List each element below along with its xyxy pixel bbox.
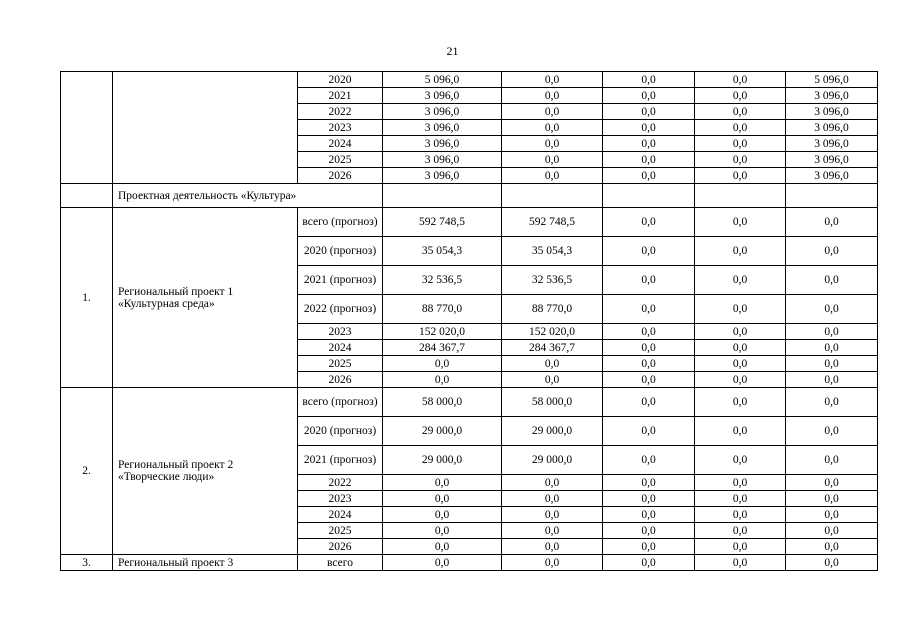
budget-table bbox=[60, 71, 878, 571]
value-cell: 0,0 bbox=[695, 208, 786, 237]
value-cell: 0,0 bbox=[786, 539, 878, 555]
year-cell: всего (прогноз) bbox=[298, 208, 383, 237]
value-cell: 0,0 bbox=[383, 356, 502, 372]
project-number: 2. bbox=[61, 388, 113, 555]
page-number: 21 bbox=[446, 44, 459, 58]
value-cell: 0,0 bbox=[502, 555, 603, 571]
year-cell: 2026 bbox=[298, 372, 383, 388]
value-cell: 0,0 bbox=[502, 152, 603, 168]
value-cell: 0,0 bbox=[695, 417, 786, 446]
value-cell: 0,0 bbox=[603, 388, 695, 417]
value-cell: 58 000,0 bbox=[502, 388, 603, 417]
value-cell: 152 020,0 bbox=[383, 324, 502, 340]
year-cell: 2022 bbox=[298, 104, 383, 120]
value-cell: 0,0 bbox=[695, 523, 786, 539]
number-cell bbox=[61, 184, 113, 208]
value-cell: 0,0 bbox=[502, 356, 603, 372]
year-cell: 2020 bbox=[298, 72, 383, 88]
value-cell: 0,0 bbox=[502, 475, 603, 491]
table-body bbox=[61, 72, 878, 571]
year-cell: 2026 bbox=[298, 168, 383, 184]
year-cell: 2023 bbox=[298, 120, 383, 136]
value-cell: 0,0 bbox=[383, 372, 502, 388]
value-cell: 0,0 bbox=[383, 507, 502, 523]
value-cell: 0,0 bbox=[786, 295, 878, 324]
value-cell: 0,0 bbox=[786, 555, 878, 571]
value-cell: 0,0 bbox=[603, 491, 695, 507]
year-cell: 2025 bbox=[298, 356, 383, 372]
value-cell: 0,0 bbox=[603, 324, 695, 340]
year-cell: 2021 bbox=[298, 88, 383, 104]
value-cell: 0,0 bbox=[695, 152, 786, 168]
year-cell: 2026 bbox=[298, 539, 383, 555]
value-cell: 0,0 bbox=[786, 417, 878, 446]
value-cell: 3 096,0 bbox=[383, 168, 502, 184]
value-cell: 0,0 bbox=[695, 555, 786, 571]
value-cell: 0,0 bbox=[695, 104, 786, 120]
value-cell: 0,0 bbox=[502, 372, 603, 388]
value-cell: 3 096,0 bbox=[786, 152, 878, 168]
value-cell: 0,0 bbox=[603, 120, 695, 136]
value-cell: 3 096,0 bbox=[383, 136, 502, 152]
value-cell: 0,0 bbox=[383, 555, 502, 571]
project-number: 3. bbox=[61, 555, 113, 571]
value-cell: 0,0 bbox=[786, 237, 878, 266]
project-number: 1. bbox=[61, 208, 113, 388]
value-cell: 29 000,0 bbox=[383, 446, 502, 475]
section-title: Проектная деятельность «Культура» bbox=[113, 184, 383, 208]
value-cell: 0,0 bbox=[603, 523, 695, 539]
value-cell: 0,0 bbox=[603, 356, 695, 372]
value-cell: 0,0 bbox=[695, 372, 786, 388]
value-cell: 5 096,0 bbox=[383, 72, 502, 88]
year-cell: 2025 bbox=[298, 523, 383, 539]
year-cell: всего bbox=[298, 555, 383, 571]
value-cell: 3 096,0 bbox=[383, 88, 502, 104]
value-cell: 284 367,7 bbox=[502, 340, 603, 356]
year-cell: 2020 (прогноз) bbox=[298, 237, 383, 266]
empty-cell bbox=[603, 184, 695, 208]
value-cell: 0,0 bbox=[603, 446, 695, 475]
value-cell: 0,0 bbox=[502, 104, 603, 120]
value-cell: 88 770,0 bbox=[502, 295, 603, 324]
project-name: Региональный проект 3 bbox=[113, 555, 298, 571]
empty-cell bbox=[695, 184, 786, 208]
value-cell: 88 770,0 bbox=[383, 295, 502, 324]
value-cell: 0,0 bbox=[603, 104, 695, 120]
value-cell: 0,0 bbox=[383, 491, 502, 507]
value-cell: 3 096,0 bbox=[383, 120, 502, 136]
value-cell: 35 054,3 bbox=[383, 237, 502, 266]
table-row bbox=[61, 555, 878, 571]
project-name: Региональный проект 1 «Культурная среда» bbox=[113, 208, 298, 388]
value-cell: 0,0 bbox=[603, 88, 695, 104]
value-cell: 0,0 bbox=[786, 266, 878, 295]
number-cell bbox=[61, 72, 113, 184]
value-cell: 0,0 bbox=[695, 475, 786, 491]
value-cell: 3 096,0 bbox=[786, 88, 878, 104]
value-cell: 3 096,0 bbox=[786, 104, 878, 120]
value-cell: 152 020,0 bbox=[502, 324, 603, 340]
value-cell: 0,0 bbox=[695, 324, 786, 340]
value-cell: 0,0 bbox=[502, 168, 603, 184]
value-cell: 0,0 bbox=[603, 340, 695, 356]
year-cell: 2022 bbox=[298, 475, 383, 491]
value-cell: 284 367,7 bbox=[383, 340, 502, 356]
value-cell: 0,0 bbox=[695, 295, 786, 324]
year-cell: 2020 (прогноз) bbox=[298, 417, 383, 446]
value-cell: 0,0 bbox=[786, 356, 878, 372]
value-cell: 0,0 bbox=[603, 152, 695, 168]
value-cell: 0,0 bbox=[695, 388, 786, 417]
project-name: Региональный проект 2 «Творческие люди» bbox=[113, 388, 298, 555]
value-cell: 0,0 bbox=[502, 136, 603, 152]
value-cell: 592 748,5 bbox=[383, 208, 502, 237]
value-cell: 0,0 bbox=[695, 356, 786, 372]
value-cell: 0,0 bbox=[603, 555, 695, 571]
value-cell: 0,0 bbox=[695, 237, 786, 266]
value-cell: 58 000,0 bbox=[383, 388, 502, 417]
value-cell: 0,0 bbox=[695, 446, 786, 475]
value-cell: 0,0 bbox=[695, 491, 786, 507]
value-cell: 5 096,0 bbox=[786, 72, 878, 88]
value-cell: 0,0 bbox=[603, 475, 695, 491]
value-cell: 0,0 bbox=[695, 507, 786, 523]
table-row bbox=[61, 72, 878, 88]
value-cell: 29 000,0 bbox=[502, 446, 603, 475]
value-cell: 0,0 bbox=[603, 208, 695, 237]
value-cell: 3 096,0 bbox=[786, 168, 878, 184]
value-cell: 0,0 bbox=[502, 523, 603, 539]
value-cell: 0,0 bbox=[603, 168, 695, 184]
value-cell: 32 536,5 bbox=[383, 266, 502, 295]
empty-cell bbox=[786, 184, 878, 208]
value-cell: 0,0 bbox=[603, 237, 695, 266]
year-cell: 2021 (прогноз) bbox=[298, 446, 383, 475]
value-cell: 0,0 bbox=[603, 266, 695, 295]
value-cell: 0,0 bbox=[786, 491, 878, 507]
value-cell: 0,0 bbox=[695, 266, 786, 295]
value-cell: 0,0 bbox=[603, 295, 695, 324]
value-cell: 0,0 bbox=[603, 372, 695, 388]
table-row bbox=[61, 208, 878, 237]
value-cell: 0,0 bbox=[603, 507, 695, 523]
year-cell: 2024 bbox=[298, 340, 383, 356]
value-cell: 0,0 bbox=[786, 523, 878, 539]
value-cell: 0,0 bbox=[502, 88, 603, 104]
year-cell: 2025 bbox=[298, 152, 383, 168]
year-cell: 2022 (прогноз) bbox=[298, 295, 383, 324]
value-cell: 0,0 bbox=[786, 446, 878, 475]
empty-cell bbox=[502, 184, 603, 208]
value-cell: 0,0 bbox=[383, 539, 502, 555]
value-cell: 29 000,0 bbox=[502, 417, 603, 446]
value-cell: 0,0 bbox=[603, 72, 695, 88]
value-cell: 3 096,0 bbox=[383, 104, 502, 120]
value-cell: 0,0 bbox=[502, 120, 603, 136]
value-cell: 0,0 bbox=[695, 72, 786, 88]
value-cell: 0,0 bbox=[502, 539, 603, 555]
value-cell: 0,0 bbox=[695, 539, 786, 555]
value-cell: 0,0 bbox=[695, 168, 786, 184]
value-cell: 0,0 bbox=[786, 372, 878, 388]
value-cell: 0,0 bbox=[786, 208, 878, 237]
value-cell: 0,0 bbox=[695, 120, 786, 136]
value-cell: 0,0 bbox=[383, 475, 502, 491]
value-cell: 0,0 bbox=[502, 72, 603, 88]
value-cell: 0,0 bbox=[603, 539, 695, 555]
value-cell: 0,0 bbox=[603, 417, 695, 446]
value-cell: 0,0 bbox=[502, 507, 603, 523]
value-cell: 0,0 bbox=[695, 136, 786, 152]
empty-cell bbox=[383, 184, 502, 208]
value-cell: 0,0 bbox=[786, 475, 878, 491]
table-row bbox=[61, 388, 878, 417]
year-cell: 2021 (прогноз) bbox=[298, 266, 383, 295]
value-cell: 0,0 bbox=[383, 523, 502, 539]
value-cell: 0,0 bbox=[786, 340, 878, 356]
value-cell: 0,0 bbox=[502, 491, 603, 507]
year-cell: 2024 bbox=[298, 136, 383, 152]
year-cell: 2023 bbox=[298, 324, 383, 340]
value-cell: 0,0 bbox=[786, 507, 878, 523]
year-cell: 2024 bbox=[298, 507, 383, 523]
value-cell: 3 096,0 bbox=[786, 120, 878, 136]
year-cell: всего (прогноз) bbox=[298, 388, 383, 417]
value-cell: 0,0 bbox=[786, 324, 878, 340]
value-cell: 0,0 bbox=[695, 340, 786, 356]
value-cell: 29 000,0 bbox=[383, 417, 502, 446]
value-cell: 0,0 bbox=[695, 88, 786, 104]
value-cell: 0,0 bbox=[603, 136, 695, 152]
value-cell: 32 536,5 bbox=[502, 266, 603, 295]
year-cell: 2023 bbox=[298, 491, 383, 507]
value-cell: 3 096,0 bbox=[383, 152, 502, 168]
name-cell bbox=[113, 72, 298, 184]
value-cell: 592 748,5 bbox=[502, 208, 603, 237]
value-cell: 3 096,0 bbox=[786, 136, 878, 152]
value-cell: 35 054,3 bbox=[502, 237, 603, 266]
table-row bbox=[61, 184, 878, 208]
value-cell: 0,0 bbox=[786, 388, 878, 417]
